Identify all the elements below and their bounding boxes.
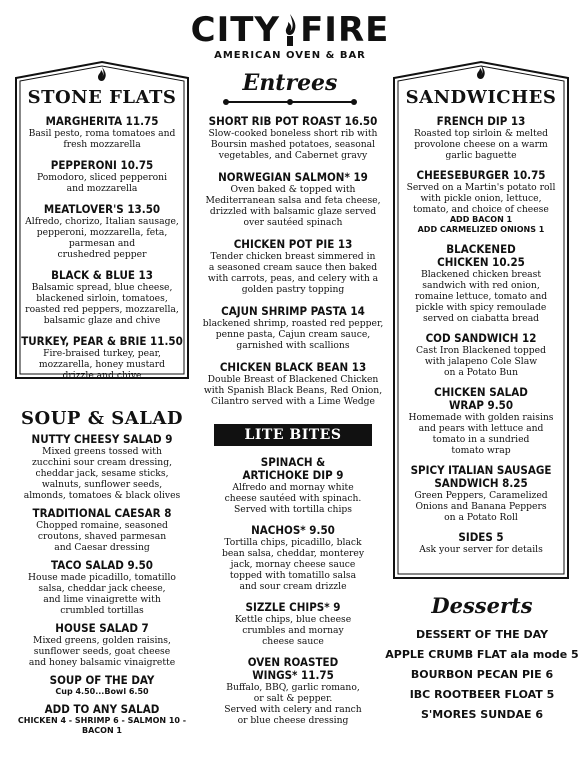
flame-icon — [281, 12, 299, 46]
menu-item: TRADITIONAL CAESAR 8 Chopped romaine, seasoned croutons, shaved parmesan and Caesar dressing — [32, 506, 172, 553]
menu-item: CHEESEBURGER 10.75 Served on a Martin's potato roll with pickle onion, lettuce, tomato, and choice of cheese ADD BACON 1 ADD CARMELIZED ONIONS 1 — [406, 168, 556, 234]
sandwiches-title: SANDWICHES — [405, 87, 557, 108]
lite-bites-title: LITE BITES — [214, 424, 372, 446]
divider-ornament — [222, 97, 358, 107]
menu-item: CHICKEN POT PIE 13 Tender chicken breast simmered in a seasoned cream sauce then baked with carrots, peas, and celery with a golden pastry topping — [207, 237, 379, 295]
menu-item: HOUSE SALAD 7 Mixed greens, golden raisins, sunflower seeds, goat cheese and honey balsamic vinaigrette — [28, 621, 176, 668]
dessert-item: S'MORES SUNDAE 6 — [420, 708, 544, 721]
entrees-list — [200, 115, 386, 407]
sandwiches-list — [398, 115, 564, 555]
menu-item: NACHOS* 9.50 Tortilla chips, picadillo, black bean salsa, cheddar, monterey jack, mornay cheese sauce topped with tomatillo salsa and sour cream drizzle — [221, 523, 365, 592]
menu-item: BLACK & BLUE 13 Balsamic spread, blue cheese, blackened sirloin, tomatoes, roasted red peppers, mozzarella, balsamic glaze and chive — [25, 268, 179, 326]
logo-subtitle: AMERICAN OVEN & BAR — [214, 50, 366, 61]
flame-icon — [475, 64, 487, 80]
dessert-item: APPLE CRUMB FLAT ala mode 5 — [385, 648, 579, 661]
desserts-title: Desserts — [431, 593, 533, 618]
dessert-item: BOURBON PECAN PIE 6 — [410, 668, 554, 681]
lite-bites-list — [200, 456, 386, 726]
menu-item: MEATLOVER'S 13.50 Alfredo, chorizo, Italian sausage, pepperoni, mozzarella, feta, parmesan and crushedred pepper — [25, 202, 179, 260]
menu-item: SIDES 5 Ask your server for details — [419, 530, 543, 555]
menu-item: PEPPERONI 10.75 Pomodoro, sliced pepperoni and mozzarella — [36, 158, 168, 194]
menu-item: CAJUN SHRIMP PASTA 14 blackened shrimp, roasted red pepper, penne pasta, Cajun cream sauce, garnished with scallions — [202, 304, 384, 351]
dessert-item: IBC ROOTBEER FLOAT 5 — [409, 688, 555, 701]
entrees-title: Entrees — [242, 70, 338, 96]
menu-item: TURKEY, PEAR & BRIE 11.50 Fire-braised turkey, pear, mozzarella, honey mustard drizzle and chive — [21, 334, 183, 381]
flame-icon — [96, 66, 108, 82]
menu-item: ADD TO ANY SALAD CHICKEN 4 - SHRIMP 6 - SALMON 10 - BACON 1 — [17, 702, 187, 735]
stone-flats-list — [18, 115, 186, 381]
soup-salad-title: SOUP & SALAD — [21, 408, 183, 429]
logo-city: CITY — [190, 10, 281, 50]
logo-fire: FIRE — [300, 10, 390, 50]
menu-item: COD SANDWICH 12 Cast Iron Blackened topped with jalapeno Cole Slaw on a Potato Bun — [415, 331, 546, 378]
menu-item: NORWEGIAN SALMON* 19 Oven baked & topped with Mediterranean salsa and feta cheese, drizzled with balsamic glaze served over sautéed spinach — [205, 170, 381, 228]
dessert-item: DESSERT OF THE DAY — [415, 628, 549, 641]
menu-item: SIZZLE CHIPS* 9 Kettle chips, blue cheese crumbles and mornay cheese sauce — [234, 600, 352, 647]
menu-item: BLACKENED CHICKEN 10.25 Blackened chicken breast sandwich with red onion, romaine lettuce, tomato and pickle with spicy remoulade served on ciabatta bread — [414, 242, 548, 324]
menu-item: SOUP OF THE DAY Cup 4.50...Bowl 6.50 — [49, 673, 155, 696]
menu-item: SHORT RIB POT ROAST 16.50 Slow-cooked boneless short rib with Boursin mashed potatoes, seasonal vegetables, and Cabernet gravy — [208, 114, 378, 161]
menu-item: SPICY ITALIAN SAUSAGE SANDWICH 8.25 Green Peppers, Caramelized Onions and Banana Peppers on a Potato Roll — [410, 463, 552, 523]
stone-flats-title: STONE FLATS — [27, 87, 177, 108]
menu-item: SPINACH & ARTICHOKE DIP 9 Alfredo and mornay white cheese sautéed with spinach. Served with tortilla chips — [224, 455, 362, 515]
logo — [0, 12, 580, 61]
menu-item: TACO SALAD 9.50 House made picadillo, tomatillo salsa, cheddar jack cheese, and lime vinaigrette with crumbled tortillas — [28, 558, 176, 616]
menu-item: CHICKEN SALAD WRAP 9.50 Homemade with golden raisins and pears with lettuce and tomato in a sundried tomato wrap — [408, 385, 554, 456]
menu-item: MARGHERITA 11.75 Basil pesto, roma tomatoes and fresh mozzarella — [28, 114, 176, 150]
menu-item: NUTTY CHEESY SALAD 9 Mixed greens tossed with zucchini sour cream dressing, cheddar jack, sesame sticks, walnuts, sunflower seeds, almonds, tomatoes & black olives — [23, 432, 181, 501]
menu-item: OVEN ROASTED WINGS* 11.75 Buffalo, BBQ, garlic romano, or salt & pepper. Served with celery and ranch or blue cheese dressing — [224, 655, 362, 726]
menu-item: CHICKEN BLACK BEAN 13 Double Breast of Blackened Chicken with Spanish Black Beans, Red Onion, Cilantro served with a Lime Wedge — [203, 360, 383, 407]
soup-salad-list — [12, 433, 192, 736]
menu-item: FRENCH DIP 13 Roasted top sirloin & melted provolone cheese on a warm garlic baguette — [413, 114, 549, 161]
